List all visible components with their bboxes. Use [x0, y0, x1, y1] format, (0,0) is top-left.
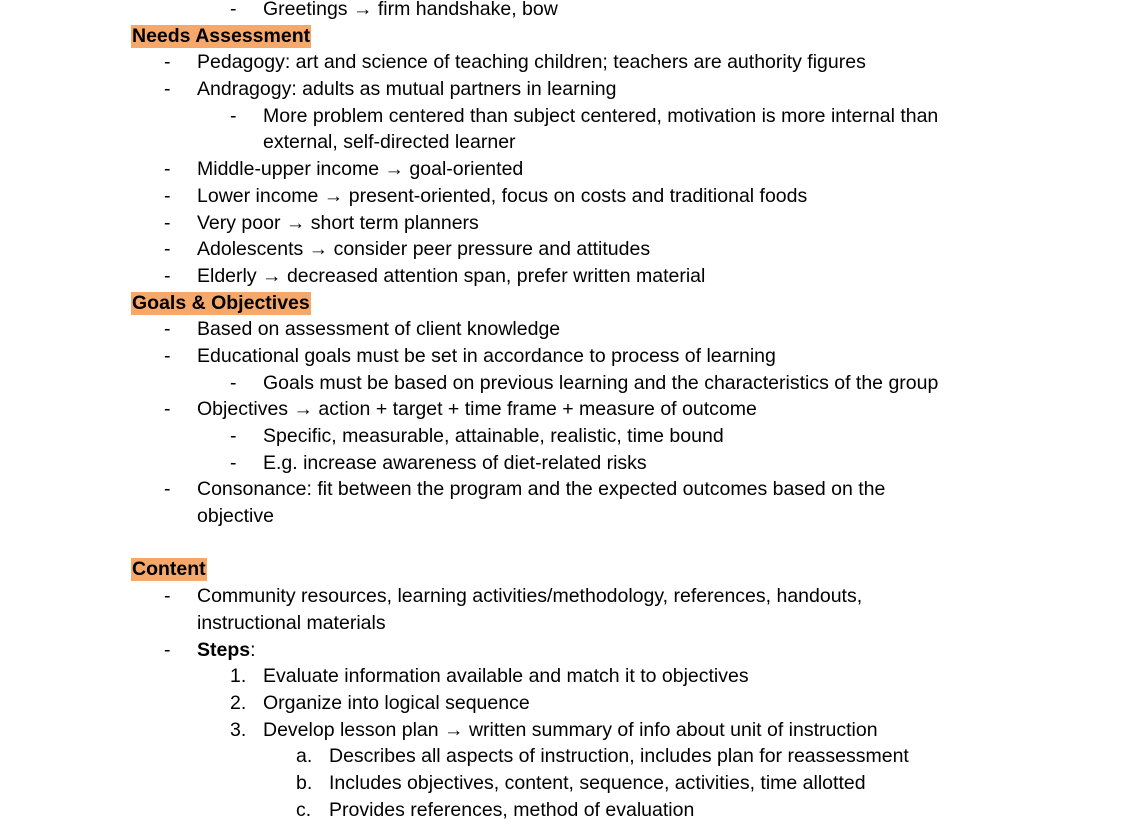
list-item	[0, 370, 1121, 397]
list-item	[0, 423, 1121, 450]
lettered-item	[0, 797, 1121, 823]
list-item	[0, 0, 1121, 23]
bullet-marker: -	[164, 318, 171, 341]
numbered-item-text: Evaluate information available and match it to objectives	[263, 665, 749, 688]
bullet-marker: -	[164, 184, 171, 207]
list-item-text: Objectives → action + target + time frame + measure of outcome	[197, 398, 757, 421]
list-item-continuation	[0, 503, 1121, 530]
bullet-marker: -	[230, 371, 237, 394]
list-item	[0, 316, 1121, 343]
section-heading-content: Content	[132, 558, 206, 581]
steps-label: Steps	[197, 638, 251, 661]
bullet-marker: -	[230, 451, 237, 474]
list-item	[0, 343, 1121, 370]
list-item-text: Very poor → short term planners	[197, 211, 479, 234]
list-item	[0, 49, 1121, 76]
bullet-marker: -	[230, 104, 237, 127]
list-item-text: Middle-upper income → goal-oriented	[197, 158, 524, 181]
list-item	[0, 476, 1121, 503]
list-item-text: Elderly → decreased attention span, prefer written material	[197, 264, 706, 287]
section-heading-goals-objectives: Goals & Objectives	[132, 291, 310, 314]
list-item-text: Greetings → firm handshake, bow	[263, 0, 558, 20]
list-item	[0, 263, 1121, 290]
bullet-marker: -	[164, 344, 171, 367]
bullet-marker: -	[164, 638, 171, 661]
list-item-text: Consonance: fit between the program and the expected outcomes based on the	[197, 478, 886, 501]
list-item	[0, 450, 1121, 477]
list-item-text: instructional materials	[197, 611, 386, 634]
lettered-item	[0, 770, 1121, 797]
list-item-text: Specific, measurable, attainable, realistic, time bound	[263, 425, 724, 447]
numbered-item	[0, 717, 1121, 744]
list-item-text	[197, 637, 256, 664]
lettered-item-text: Includes objectives, content, sequence, activities, time allotted	[329, 771, 866, 794]
lettered-item-text: Describes all aspects of instruction, includes plan for reassessment	[329, 745, 909, 768]
list-item-text: Adolescents → consider peer pressure and attitudes	[197, 238, 651, 261]
numbered-item	[0, 663, 1121, 690]
list-item-text: More problem centered than subject centered, motivation is more internal than	[263, 104, 939, 127]
bullet-marker: -	[230, 0, 237, 20]
list-item-text: Educational goals must be set in accordance to process of learning	[197, 344, 776, 367]
bullet-marker: -	[230, 425, 237, 447]
numbered-item	[0, 690, 1121, 717]
section-heading-row	[0, 290, 1121, 317]
blank-line	[0, 530, 1121, 557]
steps-colon: :	[250, 638, 256, 661]
bullet-marker: -	[164, 78, 171, 101]
numbered-item-text: Organize into logical sequence	[263, 691, 530, 714]
list-item-text: Andragogy: adults as mutual partners in learning	[197, 78, 617, 101]
list-item-text: Based on assessment of client knowledge	[197, 318, 561, 341]
bullet-marker: -	[164, 585, 171, 608]
list-item-text: external, self-directed learner	[263, 131, 516, 154]
list-item	[0, 183, 1121, 210]
list-item-text: objective	[197, 505, 274, 528]
number-marker: 3.	[230, 718, 247, 741]
list-item-continuation	[0, 610, 1121, 637]
letter-marker: a.	[296, 745, 313, 768]
section-heading-row	[0, 556, 1121, 583]
list-item	[0, 583, 1121, 610]
lettered-item	[0, 743, 1121, 770]
list-item	[0, 210, 1121, 237]
bullet-marker: -	[164, 238, 171, 261]
letter-marker: b.	[296, 771, 313, 794]
list-item	[0, 103, 1121, 130]
list-item	[0, 236, 1121, 263]
lettered-item-text: Provides references, method of evaluation	[329, 798, 695, 821]
section-heading-row	[0, 23, 1121, 50]
bullet-marker: -	[164, 264, 171, 287]
number-marker: 1.	[230, 665, 247, 688]
list-item	[0, 637, 1121, 664]
list-item-text: Lower income → present-oriented, focus on costs and traditional foods	[197, 184, 808, 207]
list-item-text: Community resources, learning activities/methodology, references, handouts,	[197, 585, 863, 608]
section-heading-needs-assessment: Needs Assessment	[132, 24, 311, 47]
list-item-text: Pedagogy: art and science of teaching children; teachers are authority figures	[197, 51, 866, 74]
bullet-marker: -	[164, 158, 171, 181]
number-marker: 2.	[230, 691, 247, 714]
list-item-text: E.g. increase awareness of diet-related risks	[263, 451, 647, 474]
list-item-text: Goals must be based on previous learning and the characteristics of the group	[263, 371, 939, 394]
numbered-item-text: Develop lesson plan → written summary of info about unit of instruction	[263, 718, 878, 741]
bullet-marker: -	[164, 51, 171, 74]
bullet-marker: -	[164, 398, 171, 421]
list-item	[0, 396, 1121, 423]
bullet-marker: -	[164, 211, 171, 234]
list-item-continuation	[0, 129, 1121, 156]
bullet-marker: -	[164, 478, 171, 501]
list-item	[0, 156, 1121, 183]
list-item	[0, 76, 1121, 103]
letter-marker: c.	[296, 798, 312, 821]
